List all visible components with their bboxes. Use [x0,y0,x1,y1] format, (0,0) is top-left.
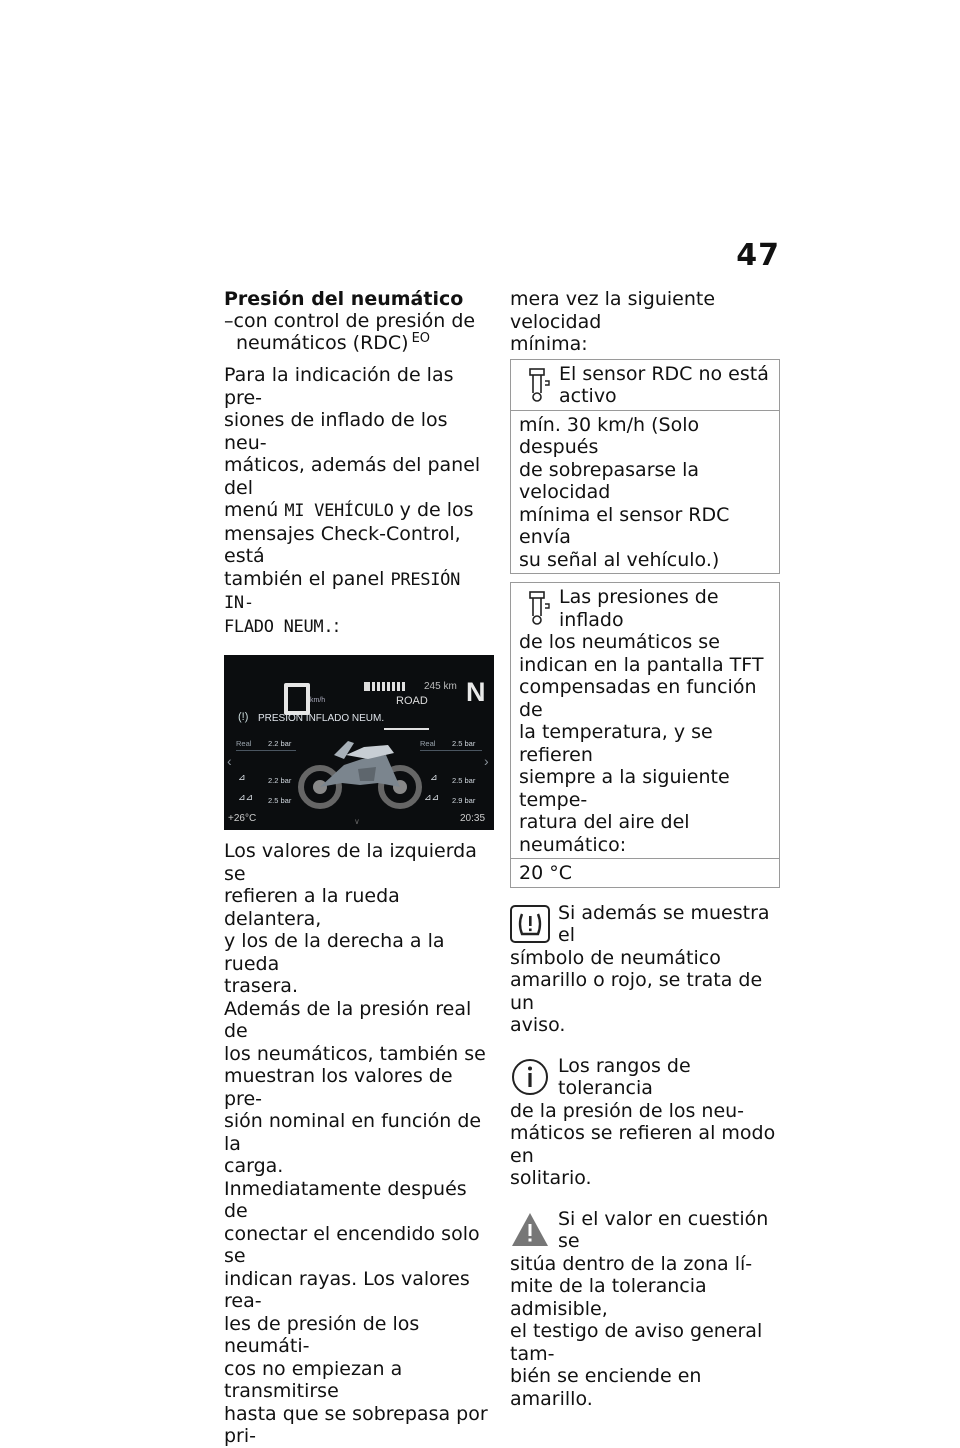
panel-title: PRESION INFLADO NEUM. [258,713,385,724]
text-line: siempre a la siguiente tempe- [519,766,730,811]
front-nominal-2: 2.5 bar [268,796,292,805]
tire-pressure-sensor-icon: (!) [238,711,249,723]
tire-pressure-sensor-icon [519,363,559,407]
single-rider-icon: ⊿ [430,772,438,782]
text-line: sión nominal en función de la [224,1110,482,1155]
page-number: 47 [736,238,780,273]
info-notice [510,1055,780,1190]
text-line: mite de la tolerancia admisible, [510,1275,707,1320]
optional-equipment-mark: EO [411,331,431,346]
fuel-gauge [372,682,406,691]
table-value-row [511,858,779,887]
text-line: Además de la presión real de [224,997,472,1042]
text-line: Las presiones de inflado [559,586,719,631]
ignition-paragraph [224,1178,494,1448]
table-body-row [511,410,779,574]
text-line: su señal al vehículo.) [519,548,720,571]
tire-warning-notice [510,902,780,1037]
motorcycle-image [298,725,424,815]
text-line: cos no empiezan a transmitirse [224,1357,403,1402]
text-line: carga. [224,1155,284,1177]
table-header-row [511,360,779,410]
text-line [224,568,494,615]
rear-real-label: Real [420,739,436,748]
menu-name: MI VEHÍCULO [284,501,394,521]
single-rider-icon: ⊿ [238,772,246,782]
text-line: aviso. [510,1014,566,1036]
text-line: mínima: [510,333,588,355]
speed-unit: km/h [310,697,326,704]
text-line: de los neumáticos se [519,631,720,653]
ambient-temperature: +26°C [228,813,257,824]
values-paragraph [224,840,494,998]
chevron-down-icon: ∨ [354,817,360,826]
rdc-sensor-table [510,359,780,575]
text-span: menú [224,499,285,521]
rear-nominal-2: 2.9 bar [452,796,476,805]
text-line: sitúa dentro de la zona lí- [510,1252,753,1275]
table-header-row [511,583,779,858]
text-line: de sobrepasarse la velocidad [519,458,700,503]
text-line: Si además se muestra el [558,901,770,946]
reference-temperature: 20 °C [519,862,572,884]
gear-indicator: N [466,677,486,707]
text-line: indican rayas. Los valores rea- [224,1267,470,1312]
text-line: ratura del aire del neumático: [519,811,690,856]
text-line: Si el valor en cuestión se [558,1207,769,1252]
text-line: de la presión de los neu- [510,1099,745,1122]
text-span: y de los [393,499,474,521]
subheading-text: neumáticos (RDC) [236,332,409,354]
rider-passenger-icon: ⊿⊿ [238,792,254,802]
tire-warning-icon [510,904,550,944]
text-line: compensadas en función de [519,676,757,721]
text-line: mínima el sensor RDC envía [519,503,730,548]
text-line: Los rangos de tolerancia [558,1054,691,1099]
text-line: hasta que se sobrepasa por pri- [224,1402,488,1447]
text-line: indican en la pantalla TFT [519,653,764,676]
temperature-compensation-table [510,582,780,888]
panel-name: FLADO NEUM. [224,616,334,637]
text-line: Inmediatamente después de [224,1177,467,1222]
front-nominal-1: 2.2 bar [268,776,292,785]
text-line: solitario. [510,1167,592,1189]
text-line: Para la indicación de las pre- [224,364,454,409]
info-icon [510,1057,550,1097]
text-line: el testigo de aviso general tam- [510,1320,763,1365]
text-line: símbolo de neumático [510,946,721,969]
rear-divider [420,750,482,751]
subheading-line-2 [236,332,494,354]
text-line: El sensor RDC no está [559,362,769,385]
text-line [224,615,494,639]
text-line: trasera. [224,975,298,997]
range-value: 245 km [424,681,457,692]
rear-nominal-1: 2.5 bar [452,776,476,785]
text-line: Los valores de la izquierda se [224,840,477,885]
text-line: mín. 30 km/h (Solo después [519,413,700,458]
text-line: la temperatura, y se refieren [519,721,713,766]
rear-real-value: 2.5 bar [452,739,476,748]
front-real-label: Real [236,739,252,748]
chevron-right-icon: › [484,753,489,769]
left-column [224,288,494,1448]
chevron-left-icon: ‹ [227,753,232,769]
subheading-line-1: –con control de presión de [224,310,476,332]
tft-display-image [224,655,494,830]
text-line: mensajes Check-Control, está [224,522,461,567]
text-span: : [333,614,340,637]
text-line: muestran los valores de pre- [224,1065,453,1110]
warning-notice [510,1208,780,1411]
front-divider [236,750,296,751]
text-line: amarillo o rojo, se trata de un [510,969,763,1014]
text-line: refieren a la rueda delantera, [224,885,400,930]
nominal-paragraph [224,998,494,1178]
text-line: siones de inflado de los neu- [224,409,448,454]
section-heading: Presión del neumático [224,288,464,310]
riding-mode: ROAD [396,695,428,707]
rider-passenger-icon: ⊿⊿ [424,792,440,802]
clock: 20:35 [460,813,486,824]
text-line [224,499,494,523]
text-line: bién se enciende en amarillo. [510,1365,702,1410]
panel-name: PRESIÓN IN- [224,569,461,613]
text-line: activo [559,385,617,407]
text-line: les de presión de los neumáti- [224,1312,420,1357]
text-line: máticos se refieren al modo en [510,1122,776,1167]
front-real-value: 2.2 bar [268,739,292,748]
text-line: máticos, además del panel del [224,454,481,499]
text-span: también el panel [224,567,391,590]
text-line: y los de la derecha a la rueda [224,930,445,975]
warning-triangle-icon [510,1210,550,1250]
speed-digit [284,683,310,715]
right-column [510,288,780,1410]
tire-pressure-sensor-icon [519,586,559,630]
text-line: los neumáticos, también se [224,1042,486,1065]
text-line: mera vez la siguiente velocidad [510,288,716,333]
text-line: conectar el encendido solo se [224,1222,480,1267]
fuel-icon [364,682,370,691]
intro-paragraph [224,364,494,638]
